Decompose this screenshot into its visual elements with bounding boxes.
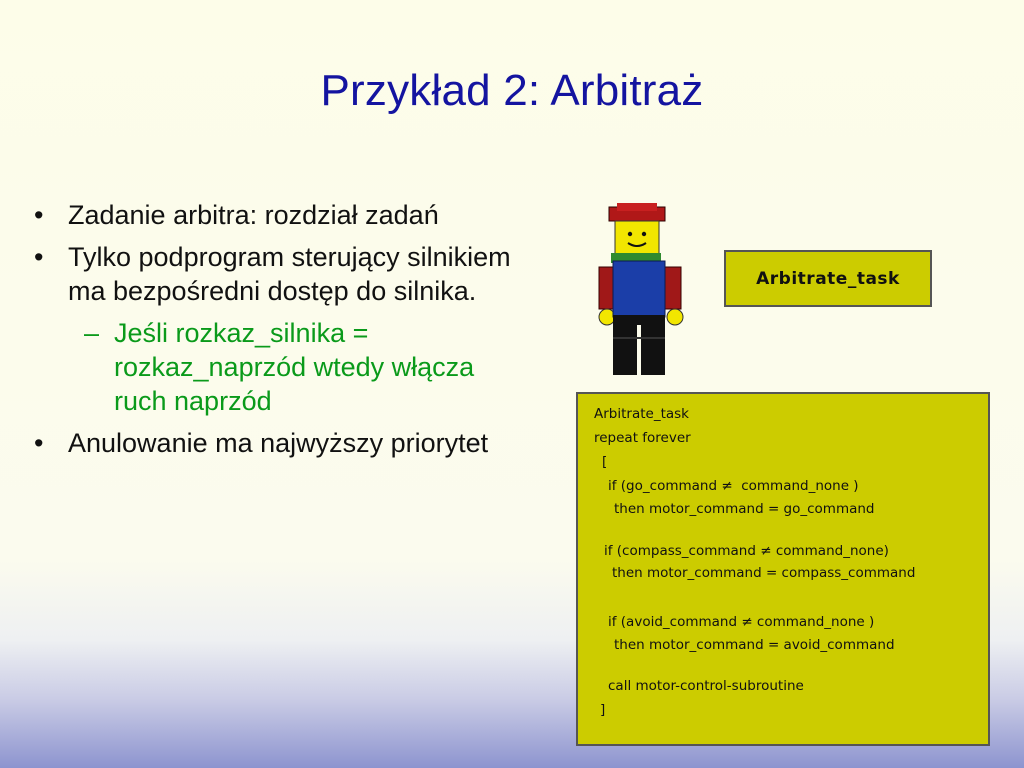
code-line: call motor-control-subroutine <box>608 678 804 694</box>
code-line: then motor_command = compass_command <box>612 565 916 581</box>
code-line: if (compass_command ≠ command_none) <box>604 543 889 559</box>
code-box <box>576 392 990 746</box>
code-line: if (avoid_command ≠ command_none ) <box>608 614 875 630</box>
code-line: then motor_command = avoid_command <box>614 637 895 653</box>
arbitrate-task-label: Arbitrate_task <box>724 250 932 307</box>
bullet-item: • Anulowanie ma najwyższy priorytet <box>28 426 508 460</box>
bullet-item: • Zadanie arbitra: rozdział zadań <box>28 198 558 232</box>
code-line: [ <box>602 454 608 470</box>
code-line: then motor_command = go_command <box>614 501 875 517</box>
bullet-item: • Tylko podprogram sterujący silnikiem ma bezpośredni dostęp do silnika. <box>28 240 518 308</box>
slide-title: Przykład 2: Arbitraż <box>320 66 704 115</box>
code-line: ] <box>600 702 606 718</box>
sub-bullet-item: – Jeśli rozkaz_silnika = rozkaz_naprzód wtedy włącza ruch naprzód <box>28 316 504 418</box>
code-line: Arbitrate_task <box>594 406 689 422</box>
code-line: repeat forever <box>594 430 691 446</box>
lego-minifigure-icon <box>595 203 695 379</box>
bullet-list <box>28 198 558 468</box>
code-line: if (go_command ≠ command_none ) <box>608 478 859 494</box>
